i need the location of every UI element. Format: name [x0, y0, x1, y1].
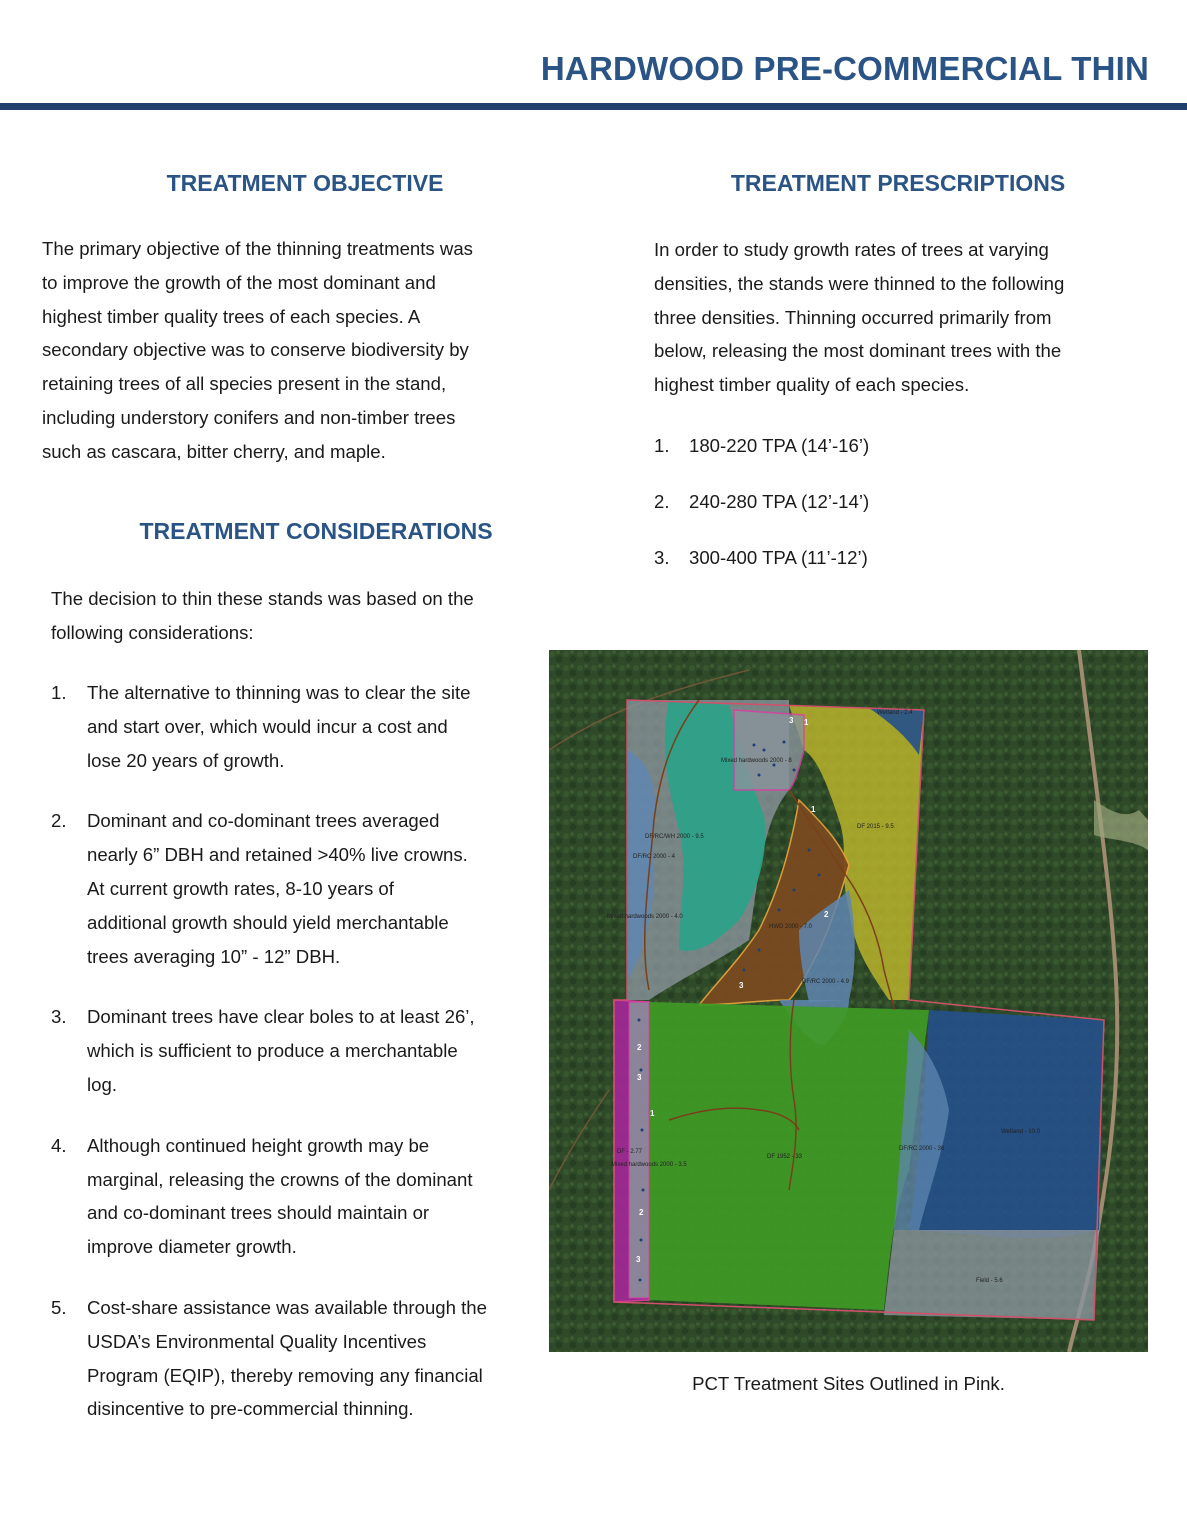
- prescription-text: 300-400 TPA (11’-12’): [689, 546, 868, 568]
- consideration-line: trees averaging 10” - 12” DBH.: [87, 945, 341, 967]
- map-stand-label: Mixed hardwoods 2000 - 8: [721, 758, 792, 764]
- objective-line: to improve the growth of the most dominant and: [42, 271, 436, 293]
- prescriptions-paragraph: [654, 233, 1154, 402]
- map-stand-label: DF - 2.77: [617, 1149, 643, 1155]
- map-stand-label: DF/RC 2000 - 4.9: [802, 979, 850, 985]
- prescriptions-heading: TREATMENT PRESCRIPTIONS: [730, 170, 1066, 196]
- consideration-line: Dominant and co-dominant trees averaged: [87, 810, 440, 832]
- consideration-line: and start over, which would incur a cost and: [87, 715, 448, 737]
- objective-paragraph: [42, 232, 562, 469]
- objective-line: The primary objective of the thinning treatments was: [42, 238, 473, 259]
- map-site-number: 3: [636, 1255, 641, 1264]
- considerations-intro-line: following considerations:: [51, 621, 254, 643]
- prescription-item: [654, 485, 1154, 519]
- prescription-text: 240-280 TPA (12’-14’): [689, 490, 870, 512]
- map-stand-label: Mixed hardwoods 2000 - 3.5: [611, 1162, 687, 1168]
- prescriptions-line: densities, the stands were thinned to the following: [654, 272, 1065, 294]
- objective-line: highest timber quality trees of each species. A: [42, 305, 421, 327]
- prescription-number: 2.: [654, 490, 670, 512]
- prescription-item: [654, 429, 1154, 463]
- map-site-number: 2: [637, 1043, 642, 1052]
- map-stand-label: Field - 5.6: [976, 1278, 1003, 1284]
- prescription-text: 180-220 TPA (14’-16’): [689, 435, 870, 456]
- title-rule: [0, 103, 1187, 110]
- objective-heading: TREATMENT OBJECTIVE: [166, 170, 444, 196]
- map-site-number: 3: [789, 716, 794, 725]
- map-stand-label: Wetland - 10.0: [1001, 1129, 1040, 1135]
- considerations-intro-line: The decision to thin these stands was based on the: [51, 588, 474, 609]
- consideration-line: The alternative to thinning was to clear the site: [87, 682, 471, 703]
- consideration-line: and co-dominant trees should maintain or: [87, 1202, 430, 1224]
- map-site-number: 3: [637, 1073, 642, 1082]
- consideration-line: additional growth should yield merchantable: [87, 911, 449, 933]
- map-graphic: [549, 650, 1148, 1352]
- map-stand-label: DF 2015 - 9.5: [857, 824, 894, 830]
- prescription-number: 3.: [654, 546, 670, 568]
- pct-site-north: [734, 710, 804, 790]
- considerations-heading: TREATMENT CONSIDERATIONS: [139, 518, 493, 544]
- prescriptions-line: three densities. Thinning occurred primarily from: [654, 306, 1052, 328]
- consideration-number: 3.: [51, 1006, 67, 1028]
- consideration-item: [51, 804, 551, 973]
- consideration-number: 2.: [51, 810, 67, 832]
- objective-line: retaining trees of all species present in the stand,: [42, 373, 447, 395]
- consideration-line: nearly 6” DBH and retained >40% live crowns.: [87, 844, 468, 866]
- consideration-item: [51, 1129, 551, 1264]
- objective-line: including understory conifers and non-timber trees: [42, 406, 456, 428]
- map-caption: PCT Treatment Sites Outlined in Pink.: [692, 1373, 1005, 1394]
- map-stand-label: HWD 2000 - 7.0: [769, 924, 813, 930]
- map-site-number: 1: [811, 805, 816, 814]
- objective-line: such as cascara, bitter cherry, and maple.: [42, 440, 386, 462]
- prescription-number: 1.: [654, 435, 670, 456]
- treatment-sites-map: [549, 650, 1148, 1352]
- considerations-list: [51, 676, 551, 1426]
- consideration-number: 4.: [51, 1134, 67, 1156]
- map-stand-label: DF/RC 2000 - 36: [899, 1146, 945, 1152]
- page-title: HARDWOOD PRE-COMMERCIAL THIN: [540, 50, 1149, 87]
- consideration-number: 1.: [51, 682, 67, 703]
- consideration-line: At current growth rates, 8-10 years of: [87, 877, 394, 899]
- map-stand-label: DF/RC/WH 2000 - 9.5: [645, 834, 704, 840]
- consideration-item: [51, 1291, 551, 1426]
- map-site-number: 2: [824, 910, 829, 919]
- map-stand-label: DF/RC 2000 - 4: [633, 854, 676, 860]
- consideration-item: [51, 1000, 551, 1101]
- map-stand-label: DF 1952 - 33: [767, 1154, 803, 1160]
- objective-line: secondary objective was to conserve biodiversity by: [42, 339, 469, 361]
- prescriptions-list: [654, 429, 1154, 574]
- map-stand-label: Mixed hardwoods 2000 - 4.0: [607, 914, 683, 920]
- consideration-line: Dominant trees have clear boles to at least 26’,: [87, 1006, 475, 1028]
- stand-field: [884, 1230, 1099, 1320]
- consideration-line: USDA’s Environmental Quality Incentives: [87, 1330, 427, 1352]
- consideration-line: improve diameter growth.: [87, 1236, 297, 1258]
- consideration-line: Cost-share assistance was available through the: [87, 1296, 487, 1318]
- consideration-line: log.: [87, 1073, 117, 1095]
- considerations-intro: [51, 582, 551, 650]
- map-site-number: 1: [804, 718, 809, 727]
- consideration-item: [51, 676, 551, 777]
- prescription-item: [654, 541, 1154, 575]
- consideration-line: Program (EQIP), thereby removing any financial: [87, 1364, 483, 1386]
- prescriptions-line: highest timber quality of each species.: [654, 374, 970, 396]
- map-site-number: 1: [650, 1109, 655, 1118]
- prescriptions-line: In order to study growth rates of trees at varying: [654, 239, 1049, 260]
- map-site-number: 2: [639, 1208, 644, 1217]
- consideration-line: marginal, releasing the crowns of the dominant: [87, 1168, 473, 1190]
- consideration-line: Although continued height growth may be: [87, 1134, 430, 1156]
- consideration-number: 5.: [51, 1296, 67, 1318]
- consideration-line: disincentive to pre-commercial thinning.: [87, 1398, 414, 1420]
- map-stand-label: Wetland - 2.4: [877, 710, 913, 716]
- map-site-number: 3: [739, 981, 744, 990]
- consideration-line: which is sufficient to produce a merchantable: [87, 1040, 458, 1062]
- consideration-line: lose 20 years of growth.: [87, 749, 285, 771]
- prescriptions-line: below, releasing the most dominant trees with the: [654, 340, 1062, 362]
